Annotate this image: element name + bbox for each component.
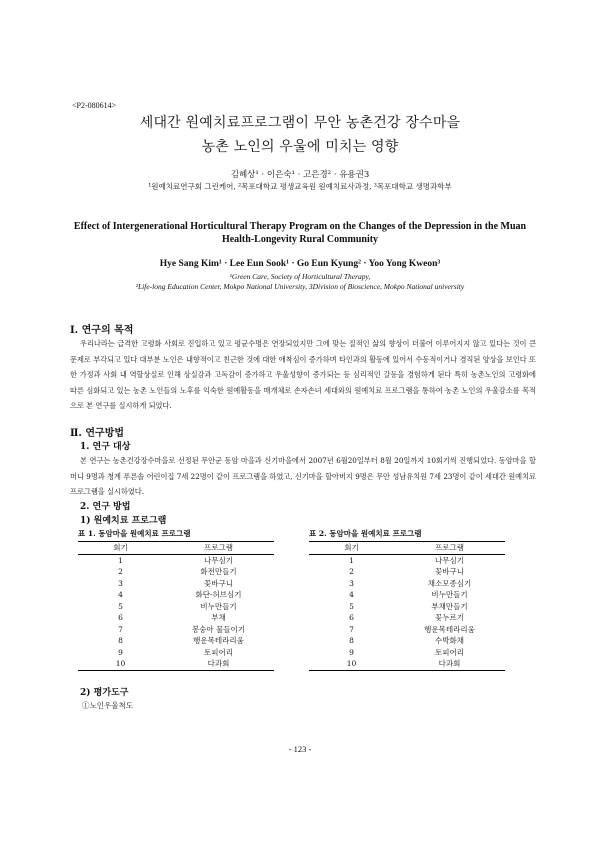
korean-title-line-1: 세대간 원예치료프로그램이 무안 농촌건강 장수마을	[139, 115, 461, 131]
english-affiliation-2: ²Life-long Education Center, Mokpo National University, 3Division of Bioscience, Mokpo National university	[135, 282, 465, 291]
english-affiliation-1: ¹Green Care, Society of Horticultural Therapy,	[229, 272, 371, 281]
table-1-header-session: 회기	[78, 542, 163, 555]
korean-authors: 김혜상¹ · 이은숙¹ · 고은경² · 유용권3	[230, 170, 370, 180]
table-row: 3 꽃바구니	[118, 578, 233, 588]
table-2-header-program: 프로그램	[394, 542, 505, 555]
paper-code: <P2-080614>	[72, 101, 117, 110]
table-row: 9 토피어리	[118, 647, 233, 657]
subsection-2-title: 2. 연구 방법	[80, 502, 131, 512]
subsection-2-1-title: 1) 원예치료 프로그램	[80, 516, 167, 526]
korean-title-line-2: 농촌 노인의 우울에 미치는 영향	[201, 139, 399, 155]
subsection-2-2-title: 2) 평가도구	[80, 688, 129, 698]
table-2-caption: 표 2. 동암마을 원예치료 프로그램	[309, 529, 422, 538]
english-authors: Hye Sang Kim¹ · Lee Eun Sook¹ · Go Eun Kyung² · Yoo Yong Kweon³	[159, 259, 441, 269]
table-row: 4 화단-허브심기	[118, 590, 242, 599]
table-row: 5 비누만들기	[118, 601, 237, 611]
table-row: 6 꽃누르기	[349, 613, 464, 622]
table-row: 7 행운목테라리움	[349, 624, 475, 634]
subsection-1-paragraph: 본 연구는 농촌건강장수마을로 선정된 무안군 동암 마을과 신기마을에서 2007년 6월20일부터 8월 20일까지 10회기씩 진행되었다. 동암마을 할머니 9명과 청계 푸른솔 어린이집 7세 22명이 같이 프로그램을 하였고, 신기마을 할아버지 9명은 무안 성남유치원 7세 23명이 같이 세대간 원예치료 프로그램을 실시하였다.	[70, 456, 536, 496]
subsection-1-title: 1. 연구 대상	[80, 442, 131, 452]
page-number: - 123 -	[288, 744, 312, 754]
table-row: 10 다과회	[78, 658, 274, 670]
table-row: 8 행운목테라리움	[118, 636, 244, 645]
table-row: 2 꽃바구니	[349, 567, 464, 576]
table-row: 6 부채	[118, 613, 226, 622]
table-1	[78, 541, 274, 671]
table-2-header-session: 회기	[309, 542, 394, 555]
section-1-paragraph: 우리나라는 급격한 고령화 사회로 진입하고 있고 평균수명은 연장되었지만 그에 맞는 질적인 삶의 향상이 더불어 이루어지지 않고 있다는 것이 큰 문제로 부각되고 있다 대부분 노인은 내향적이고 친근한 것에 대한 애착심이 증가하며 타인과의 활동에 있어서 수동적이거나 경직된 양상을 보인다 또한 가정과 사회 내 역할상실로 인해 상실감과 고독감이 증가하고 우울성향이 증가되는 등 심리적인 갈등을 경험하게 된다 특히 농촌노인의 고령화에 따른 심화되고 있는 농촌 노인들의 노후를 익숙한 원예활동을 매개체로 손자손녀 세대와의 원예치료 프로그램을 통하여 농촌 노인의 우울감소를 목적으로 본 연구를 실시하게 되었다.	[70, 339, 536, 410]
table-1-caption: 표 1. 동암마을 원예치료 프로그램	[78, 529, 191, 538]
table-row: 1 나무심기	[118, 555, 233, 565]
table-row: 3 채소모종심기	[349, 578, 472, 588]
table-row: 8 수박화채	[349, 636, 464, 645]
table-row: 4 비누만들기	[349, 590, 468, 599]
table-row: 2 화전만들기	[118, 567, 237, 576]
table-2	[309, 541, 505, 671]
english-title: Effect of Intergenerational Horticultural Therapy Program on the Changes of the Depression in the Muan Health-Longevity Rural Community	[73, 221, 527, 245]
table-row: 5 부채만들기	[349, 601, 468, 611]
table-row: 10 다과회	[309, 658, 505, 670]
section-2-title: Ⅱ. 연구방법	[70, 428, 125, 439]
table-row: 1 나무심기	[349, 555, 464, 565]
korean-affiliation: ¹원예치료연구회 그린케어, ²목포대학교 평생교육원 원예치료사과정, ³목포대학교 생명과학부	[148, 182, 452, 191]
evaluation-item: ①노인우울척도	[82, 701, 133, 710]
table-row: 7 봉숭아 물들이기	[118, 624, 246, 634]
table-1-header-program: 프로그램	[163, 542, 274, 555]
section-1-title: Ⅰ. 연구의 목적	[70, 325, 134, 336]
table-row: 9 토피어리	[349, 647, 464, 657]
